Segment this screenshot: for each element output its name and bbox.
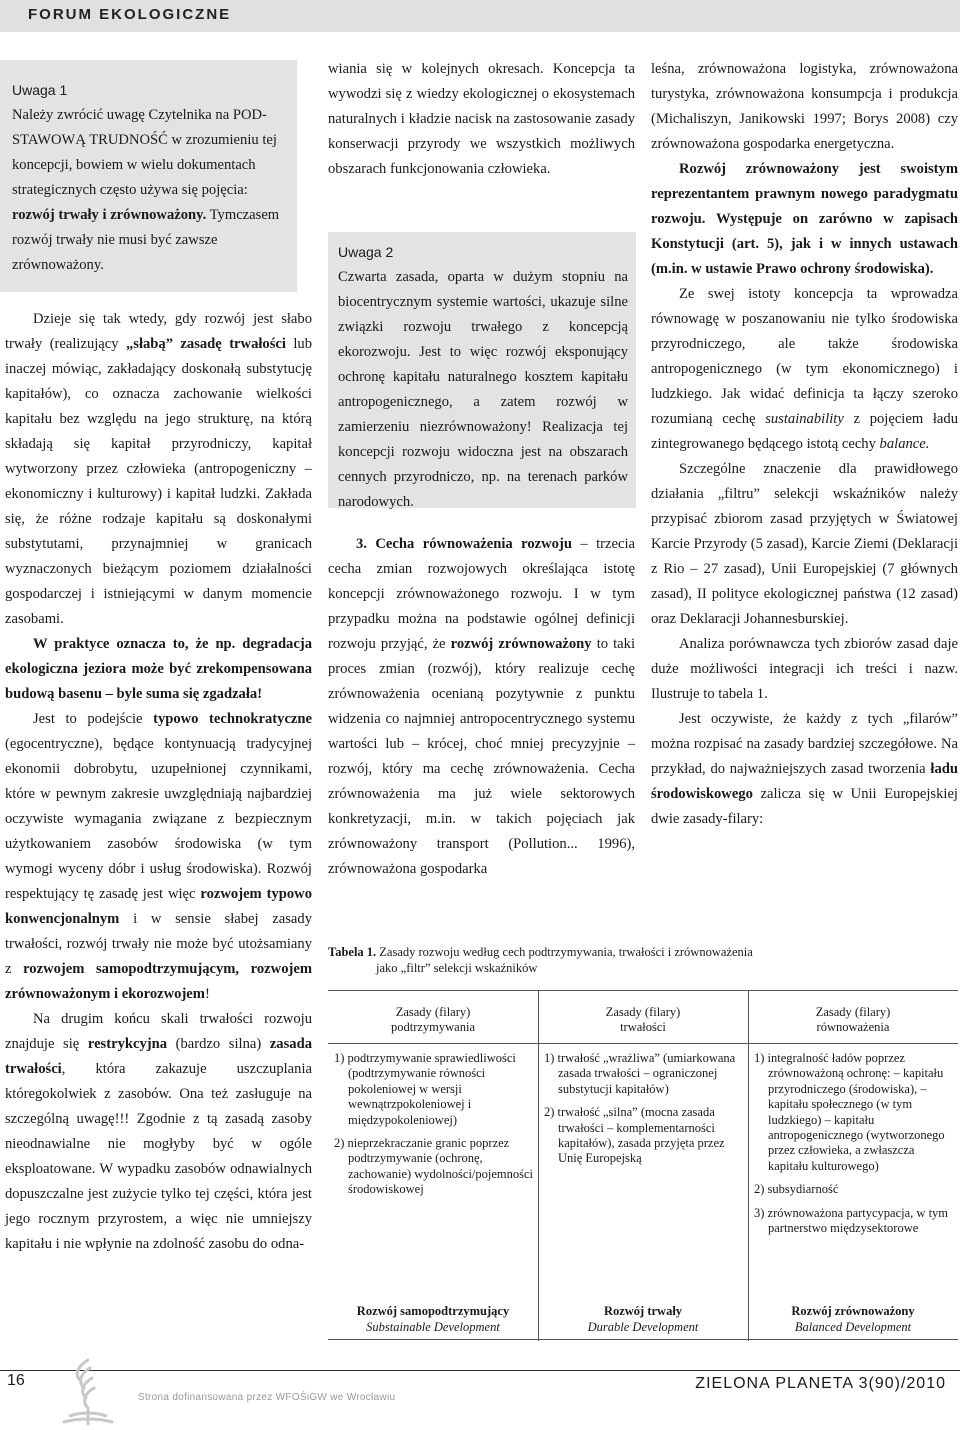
paragraph: Ze swej istoty koncepcja ta wprowadza równowagę w poszanowaniu nie tylko środowiska przyrodniczego, ale także środowiska antropogenicznego (w tym ekonomicznego) i ludzkiego. Jak widać definicja ta łączy szeroko rozumianą cechę sustainability z pojęciem ładu zintegrowanego będącego istotą cechy balance. [651,286,959,452]
principles-table [328,990,958,1340]
swirl-logo-icon [50,1352,126,1428]
table-footer: Rozwój trwały Durable Development [587,1304,699,1334]
paragraph: Jest to podejście typowo technokratyczne (egocentryczne), będące kontynuacją tradycyjnej ekonomii dobrobytu, uzupełnionej czynnikami, które w pewnym zakresie uwzględniają najbardziej oczywiste wymagania związane z bezpiecznym użytkowaniem zasobów środowiska (w tym wymogi wyceny dóbr i usług środowiska). Rozwój respektujący tę zasadę jest więc rozwojem typowo konwencjonalnym i w sensie słabej zasady trwałości, rozwój trwały nie może być utożsamiany z rozwojem samopodtrzymującym, rozwojem zrównoważonym i ekorozwojem! [5,711,312,1002]
table-header: Zasady (filary) równoważenia [815,1005,891,1035]
paragraph-emphasis: Rozwój zrównoważony jest swoistym reprezentantem prawnym nowego paradygmatu rozwoju. Występuje on zarówno w zapisach Konstytucji (art. 5), jak i w innych ustawach (m.in. w ustawie Prawo ochrony środowiska). [651,161,958,277]
table-header: Zasady (filary) podtrzymywania [390,1005,475,1035]
section-title: FORUM EKOLOGICZNE [28,6,232,23]
table-item: 2) nieprzekraczanie granic poprzez podtrzymywanie (ochronę, zachowanie) wydolności/pojemności środowiskowej [334,1136,534,1197]
table-item: 1) integralność ładów poprzez zrównoważoną ochronę: – kapitału przyrodniczego (środowiska), – kapitału społecznego (w tym ludzkiego) – kapitału antropogenicznego (wytworzonego przez człowieka, a zwłaszcza kapitału kulturowego) [754,1051,945,1173]
paragraph: leśna, zrównoważona logistyka, zrównoważona turystyka, zrównoważona konsumpcja i produkcja (Michaliszyn, Janikowski 1997; Borys 2008) czy zrównoważona gospodarka energetyczna. [651,61,958,152]
table-column-balancing [748,991,958,1341]
section-header [0,0,960,32]
paragraph: Jest oczywiste, że każdy z tych „filarów” można rozpisać na zasady bardziej szczegółowe. Na przykład, do najważniejszych zasad tworzenia ładu środowiskowego zalicza się w Unii Europejskiej dwie zasady-filary: [651,711,958,827]
paragraph: Analiza porównawcza tych zbiorów zasad daje duże możliwości integracji ich treści i nazw. Ilustruje to tabela 1. [651,636,958,702]
paragraph: Szczególne znaczenie dla prawidłowego działania „filtru” selekcji wskaźników należy przypisać zbiorom zasad przyjętych w Światowej Karcie Przyrody (5 zasad), Karcie Ziemi (Deklaracji z Rio – 27 zasad), Unii Europejskiej (7 głównych zasad), II polityce ekologicznej państwa (12 zasad) oraz Deklaracji Johannesburskiej. [651,461,958,627]
paragraph: wiania się w kolejnych okresach. Koncepcja ta wywodzi się z wiedzy ekologicznej o ekosystemach naturalnych i kładzie nacisk na zastosowanie zasady konserwacji przyrody we wszystkich możliwych obszarach funkcjonowania człowieka. [328,61,635,177]
table-item: 2) subsydiarność [754,1182,839,1197]
note-1-text: Należy zwrócić uwagę Czytelnika na POD-STAWOWĄ TRUDNOŚĆ w zrozumieniu tej koncepcji, bowiem w wielu dokumentach strategicznych często używa się pojęcia: rozwój trwały i zrównoważony. Tymczasem rozwój trwały nie musi być zawsze zrównoważony. [12,107,280,273]
table-footer: Rozwój zrównoważony Balanced Development [791,1304,915,1334]
note-box-2 [328,232,636,508]
note-1-title: Uwaga 1 [12,82,68,98]
magazine-issue: ZIELONA PLANETA 3(90)/2010 [695,1375,946,1392]
table-body [334,1051,534,1206]
paragraph: 3. Cecha równoważenia rozwoju – trzecia cecha zmian rozwojowych określająca istotę koncepcji zrównoważonego rozwoju. I w tym przypadku można na podstawie ogólnej definicji rozwoju przyjąć, że rozwój zrównoważony to taki proces zmian (rozwój), który realizuje cechę zrównoważenia ocenianą pozytywnie z punktu widzenia co najmniej antropocentrycznego systemu wartości lub – krócej, choć mniej precyzyjnie –rozwój, który ma cechę zrównoważenia. Cecha zrównoważenia ma już wiele sektorowych konkretyzacji, m.in. w takich pojęciach jak zrównoważony transport (Pollution... 1996), zrównoważona gospodarka [328,536,636,877]
table-caption: Tabela 1. Zasady rozwoju według cech podtrzymywania, trwałości i zrównoważenia jako „filtr” selekcji wskaźników [328,945,753,975]
table-header: Zasady (filary) trwałości [605,1005,681,1035]
table-body [544,1051,744,1175]
funding-credit: Strona dofinansowana przez WFOŚiGW we Wrocławiu [138,1392,396,1403]
paragraph: Dzieje się tak wtedy, gdy rozwój jest słabo trwały (realizujący „słabą” zasadę trwałości lub inaczej mówiąc, zakładający doskonałą substytucję kapitałów), co oznacza zachowanie wielkości kapitału bez względu na jego strukturę, na którą składają się kapitał przyrodniczy, kapitał wytworzony przez człowieka (antropogeniczny – ekonomiczny i kulturowy) i kapitał ludzki. Zakłada się, że różne rodzaje kapitału są doskonałymi substytutami, przynajmniej w granicach wyznaczonych bieżącym poziomem działalności gospodarczej i istniejącymi w danym momencie zasobami. [5,311,312,627]
table-item: 1) podtrzymywanie sprawiedliwości (podtrzymywanie równości pokoleniowej w wersji wewnątrzpokoleniowej i międzypokoleniowej) [334,1051,516,1127]
table-item: 2) trwałość „silna” (mocna zasada trwałości – komplementarności kapitałów), zasada przyjęta przez Unię Europejską [544,1105,725,1166]
note-box-1 [0,60,297,292]
right-column [651,57,958,832]
left-column [5,307,312,1257]
footer-rule [0,1370,960,1371]
table-item: 3) zrównoważona partycypacja, w tym partnerstwo międzysektorowe [754,1205,949,1236]
table-footer: Rozwój samopodtrzymujący Substainable Development [356,1304,510,1334]
table-item: 1) trwałość „wrażliwa” (umiarkowana zasada trwałości – ograniczonej substytucji kapitałów) [544,1051,736,1096]
paragraph: Na drugim końcu skali trwałości rozwoju znajduje się restrykcyjna (bardzo silna) zasada trwałości, która zakazuje uszczuplania któregokolwiek z zasobów. Ona też zasługuje na szczególną uwagę!!! Zgodnie z tą zasadą zasoby nieodnawialne nie mogłyby być w ogóle eksploatowane. W wypadku zasobów odnawialnych dopuszczalne jest zużycie tylko tej części, która jest jego rocznym przyrostem, a więc nie umniejszy kapitału i nie wpłynie na zdolność zasobu do odna- [5,1011,312,1252]
table-body [754,1051,954,1244]
table-column-durability [538,991,748,1341]
middle-column-lower [328,532,635,882]
note-2-title: Uwaga 2 [338,244,394,260]
paragraph-emphasis: W praktyce oznacza to, że np. degradacja ekologiczna jeziora może być zrekompensowana budową basenu – byle suma się zgadzała! [5,636,312,702]
table-column-sustaining [328,991,538,1341]
note-2-text: Czwarta zasada, oparta w dużym stopniu na biocentrycznym systemie wartości, ukazuje silne związki rozwoju trwałego z koncepcją ekorozwoju. Jest to więc rozwój eksponujący ochronę kapitału naturalnego kosztem kapitału antropogenicznego, a zatem rozwój w zamierzeniu niezrównoważony! Realizacja tej koncepcji rozwoju widoczna jest na obszarach cennych przyrodniczo, np. na terenach parków narodowych. [338,269,628,510]
page-number: 16 [7,1372,25,1389]
middle-column [328,57,635,182]
